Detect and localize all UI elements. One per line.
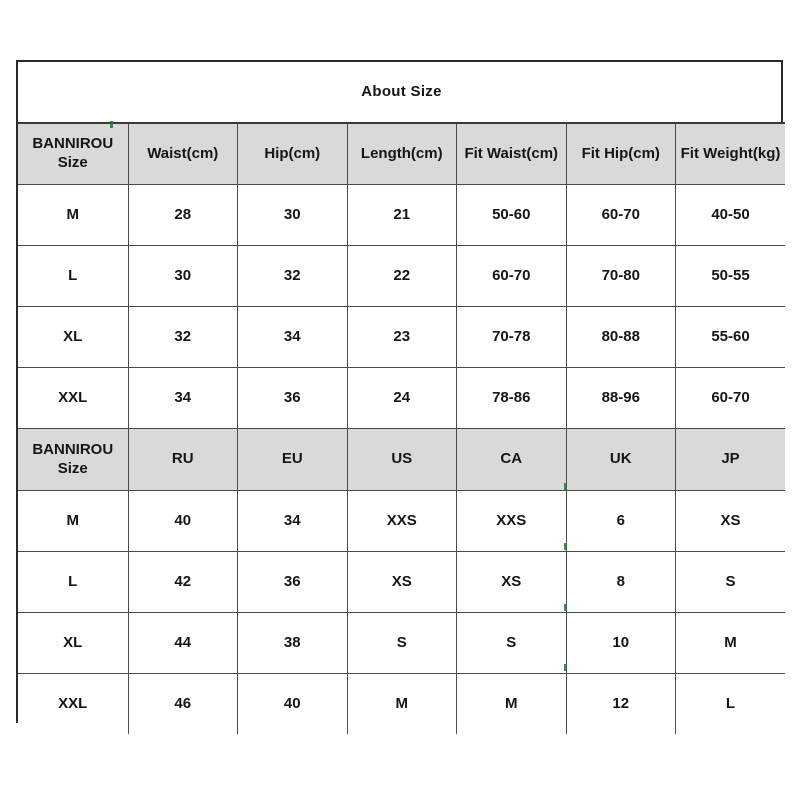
cell-us: XXS bbox=[347, 491, 457, 552]
cell-fit-hip: 70-80 bbox=[566, 246, 676, 307]
brand-name-label: BANNIROU bbox=[32, 440, 114, 458]
title-row bbox=[18, 62, 785, 123]
cell-ru: 40 bbox=[128, 491, 238, 552]
table-row bbox=[18, 185, 785, 246]
cell-length: 24 bbox=[347, 368, 457, 429]
international-header-row bbox=[18, 429, 785, 491]
cell-ru: 44 bbox=[128, 613, 238, 674]
table-row bbox=[18, 552, 785, 613]
cell-ca: XXS bbox=[457, 491, 567, 552]
cell-ca: XS bbox=[457, 552, 567, 613]
table-row bbox=[18, 674, 785, 735]
cell-length: 22 bbox=[347, 246, 457, 307]
column-header-length: Length(cm) bbox=[347, 123, 457, 185]
brand-name-label: BANNIROU bbox=[32, 135, 114, 153]
measurements-header-row bbox=[18, 123, 785, 185]
cell-jp: M bbox=[676, 613, 786, 674]
cell-ca: M bbox=[457, 674, 567, 735]
cell-us: M bbox=[347, 674, 457, 735]
size-chart-table bbox=[18, 62, 785, 734]
cell-size: M bbox=[18, 185, 128, 246]
cell-waist: 34 bbox=[128, 368, 238, 429]
cell-waist: 32 bbox=[128, 307, 238, 368]
page-title: About Size bbox=[18, 62, 785, 123]
cell-size: XXL bbox=[18, 674, 128, 735]
cell-size: XL bbox=[18, 613, 128, 674]
table-row bbox=[18, 613, 785, 674]
table-row bbox=[18, 307, 785, 368]
cell-jp: S bbox=[676, 552, 786, 613]
cell-eu: 36 bbox=[238, 552, 348, 613]
column-header-fit-waist: Fit Waist(cm) bbox=[457, 123, 567, 185]
cell-hip: 34 bbox=[238, 307, 348, 368]
cell-ru: 46 bbox=[128, 674, 238, 735]
cell-fit-weight: 50-55 bbox=[676, 246, 786, 307]
cell-ru: 42 bbox=[128, 552, 238, 613]
cell-fit-weight: 40-50 bbox=[676, 185, 786, 246]
column-header-eu: EU bbox=[238, 429, 348, 491]
cell-fit-waist: 60-70 bbox=[457, 246, 567, 307]
cell-eu: 38 bbox=[238, 613, 348, 674]
cell-uk: 6 bbox=[566, 491, 676, 552]
table-row bbox=[18, 491, 785, 552]
column-header-ca: CA bbox=[457, 429, 567, 491]
column-header-fit-weight: Fit Weight(kg) bbox=[676, 123, 786, 185]
column-header-ru: RU bbox=[128, 429, 238, 491]
cell-length: 21 bbox=[347, 185, 457, 246]
size-chart-panel bbox=[16, 60, 783, 723]
cell-waist: 28 bbox=[128, 185, 238, 246]
cell-length: 23 bbox=[347, 307, 457, 368]
cell-ca: S bbox=[457, 613, 567, 674]
column-header-uk: UK bbox=[566, 429, 676, 491]
cell-waist: 30 bbox=[128, 246, 238, 307]
table-row bbox=[18, 368, 785, 429]
cell-fit-waist: 78-86 bbox=[457, 368, 567, 429]
cell-uk: 10 bbox=[566, 613, 676, 674]
cell-hip: 32 bbox=[238, 246, 348, 307]
cell-jp: L bbox=[676, 674, 786, 735]
cell-us: S bbox=[347, 613, 457, 674]
cell-hip: 30 bbox=[238, 185, 348, 246]
cell-fit-weight: 55-60 bbox=[676, 307, 786, 368]
column-header-fit-hip: Fit Hip(cm) bbox=[566, 123, 676, 185]
column-header-brand-size bbox=[18, 123, 128, 185]
cell-eu: 40 bbox=[238, 674, 348, 735]
column-header-brand-size bbox=[18, 429, 128, 491]
cell-fit-waist: 50-60 bbox=[457, 185, 567, 246]
column-header-hip: Hip(cm) bbox=[238, 123, 348, 185]
cell-uk: 12 bbox=[566, 674, 676, 735]
cell-fit-hip: 88-96 bbox=[566, 368, 676, 429]
cell-us: XS bbox=[347, 552, 457, 613]
brand-size-label: Size bbox=[57, 154, 88, 171]
table-row bbox=[18, 246, 785, 307]
cell-size: L bbox=[18, 552, 128, 613]
cell-size: XL bbox=[18, 307, 128, 368]
brand-size-label: Size bbox=[57, 459, 88, 477]
cell-fit-waist: 70-78 bbox=[457, 307, 567, 368]
cell-uk: 8 bbox=[566, 552, 676, 613]
cell-fit-hip: 80-88 bbox=[566, 307, 676, 368]
cell-fit-hip: 60-70 bbox=[566, 185, 676, 246]
cell-jp: XS bbox=[676, 491, 786, 552]
column-header-jp: JP bbox=[676, 429, 786, 491]
cell-size: L bbox=[18, 246, 128, 307]
cell-hip: 36 bbox=[238, 368, 348, 429]
cell-size: M bbox=[18, 491, 128, 552]
column-header-us: US bbox=[347, 429, 457, 491]
cell-fit-weight: 60-70 bbox=[676, 368, 786, 429]
column-header-waist: Waist(cm) bbox=[128, 123, 238, 185]
cell-size: XXL bbox=[18, 368, 128, 429]
cell-eu: 34 bbox=[238, 491, 348, 552]
